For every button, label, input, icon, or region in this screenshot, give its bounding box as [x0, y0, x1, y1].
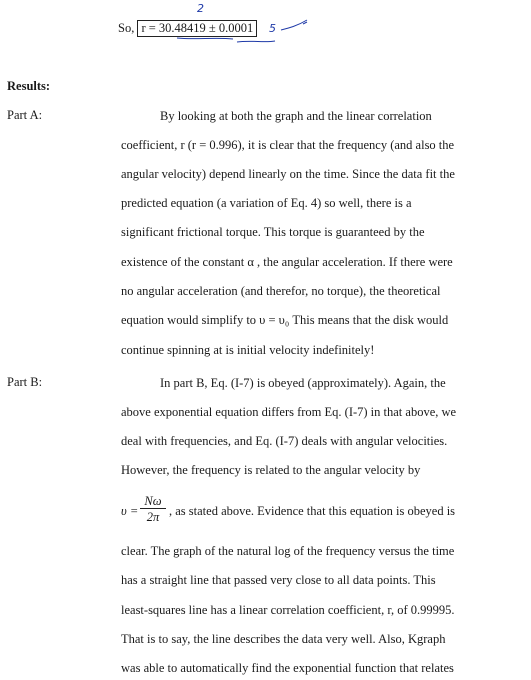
formula-fraction: [140, 494, 166, 525]
boxed-equation: r = 30.48419 ± 0.0001: [137, 20, 257, 37]
part-a-line: predicted equation (a variation of Eq. 4) so well, there is a: [121, 196, 412, 210]
part-a-line: angular velocity) depend linearly on the time. Since the data fit the: [121, 167, 455, 181]
part-a-line: existence of the constant α , the angular acceleration. If there were: [121, 255, 453, 269]
part-b-label: Part B:: [7, 375, 43, 389]
part-b-line: was able to automatically find the exponential function that relates: [121, 661, 454, 675]
part-a-line: equation would simplify to υ = υ₀ This means that the disk would: [121, 313, 449, 327]
equation-prefix: So,: [118, 21, 135, 35]
results-heading: Results:: [7, 79, 51, 93]
part-a-line: significant frictional torque. This torque is guaranteed by the: [121, 225, 425, 239]
part-b-line: above exponential equation differs from Eq. (I-7) in that above, we: [121, 405, 457, 419]
pencil-note-right: 5: [269, 22, 276, 35]
formula-denominator: 2π: [140, 508, 166, 525]
part-a-line: By looking at both the graph and the linear correlation: [160, 109, 432, 123]
part-a-line: continue spinning at is initial velocity indefinitely!: [121, 343, 375, 357]
part-b-line: clear. The graph of the natural log of the frequency versus the time: [121, 544, 455, 558]
part-b-line: In part B, Eq. (I-7) is obeyed (approximately). Again, the: [160, 376, 446, 390]
pencil-marks: [175, 16, 315, 46]
part-b-line: least-squares line has a linear correlation coefficient, r, of 0.99995.: [121, 603, 455, 617]
part-a-line: no angular acceleration (and therefor, no torque), the theoretical: [121, 284, 441, 298]
pencil-note-above: 2: [197, 2, 204, 15]
part-b-line: However, the frequency is related to the angular velocity by: [121, 463, 421, 477]
part-a-label: Part A:: [7, 108, 43, 122]
formula-lhs: υ =: [121, 504, 139, 518]
part-b-line: That is to say, the line describes the data very well. Also, Kgraph: [121, 632, 446, 646]
part-a-line: coefficient, r (r = 0.996), it is clear that the frequency (and also the: [121, 138, 455, 152]
formula-tail: , as stated above. Evidence that this equation is obeyed is: [169, 504, 456, 518]
formula-numerator: Nω: [144, 494, 162, 508]
part-b-line: deal with frequencies, and Eq. (I-7) deals with angular velocities.: [121, 434, 448, 448]
part-b-line: has a straight line that passed very close to all data points. This: [121, 573, 436, 587]
